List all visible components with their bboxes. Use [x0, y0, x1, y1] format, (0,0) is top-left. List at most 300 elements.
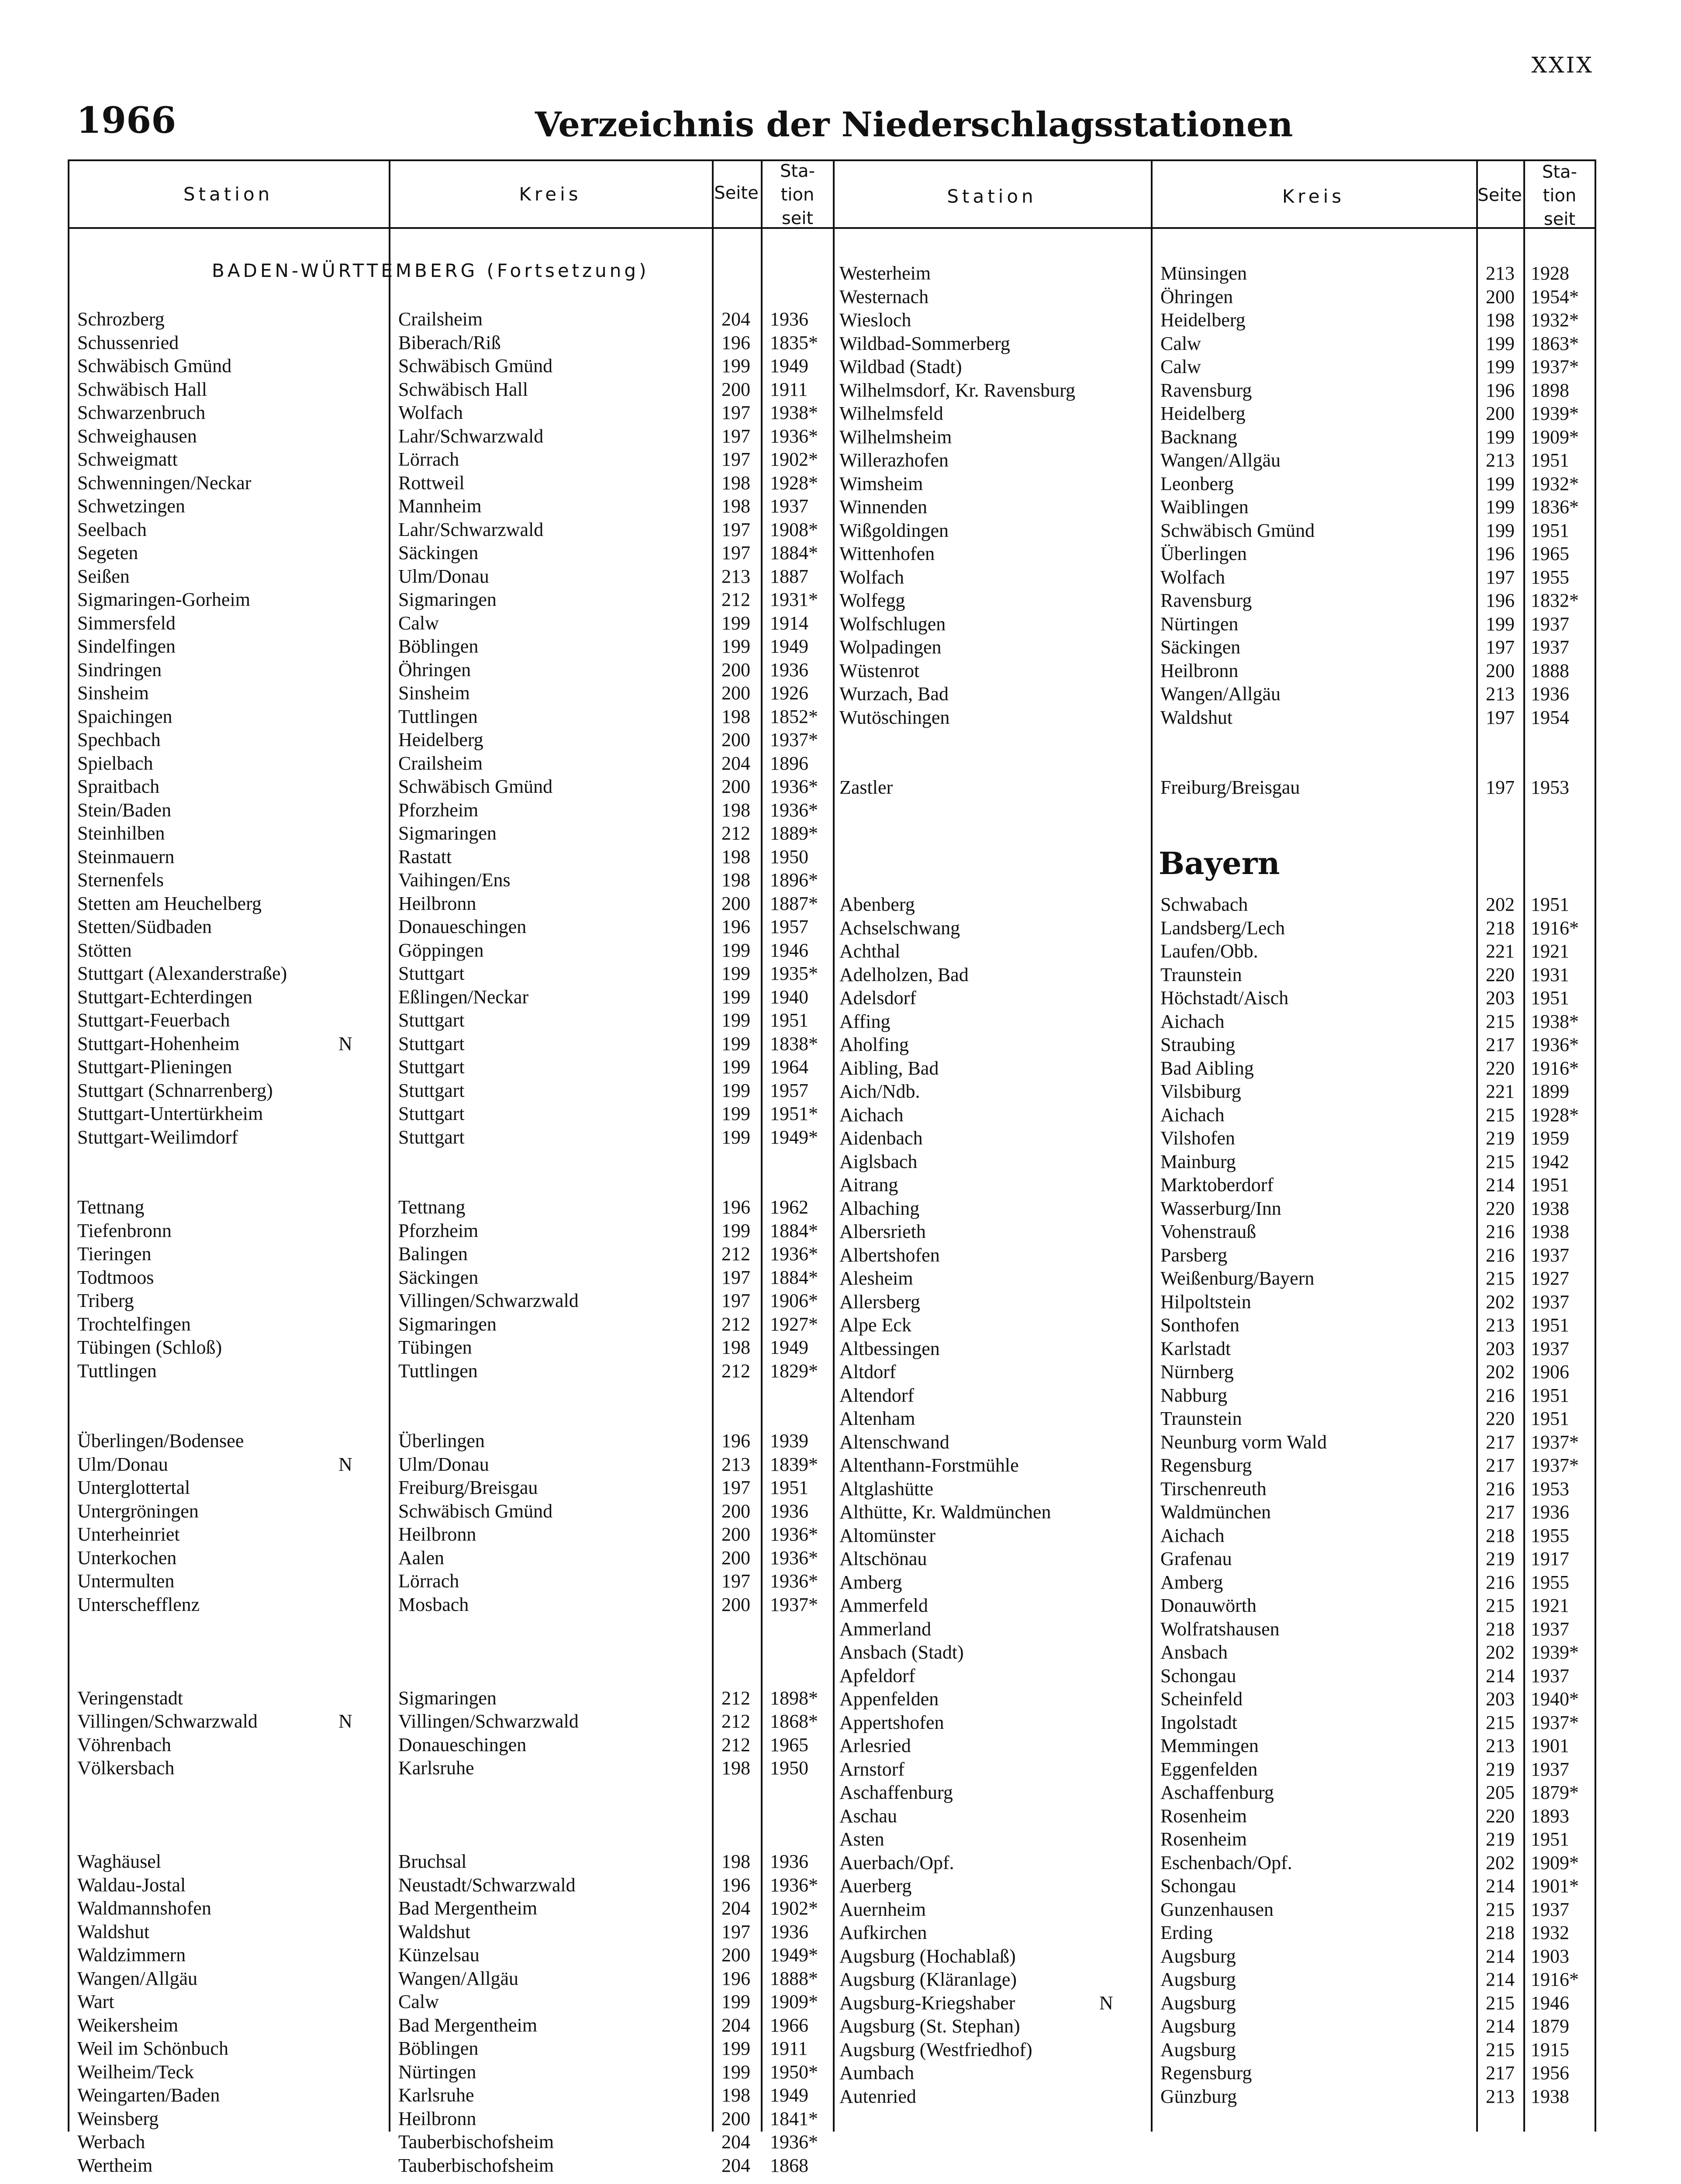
kreis-name: Calw: [1160, 332, 1201, 354]
seite-value: 216: [1486, 1478, 1515, 1500]
station-seit-value: 1957: [770, 916, 808, 937]
kreis-name: Crailsheim: [398, 308, 483, 330]
kreis-name: Wolfach: [398, 402, 463, 423]
station-seit-value: 1936: [770, 1500, 808, 1522]
seite-value: 198: [721, 495, 750, 517]
table-row: [68, 986, 832, 1009]
table-row: [833, 1431, 1595, 1455]
station-seit-value: 1951: [770, 1477, 808, 1498]
station-name: Schussenried: [77, 332, 179, 353]
seite-value: 200: [721, 729, 750, 750]
station-seit-value: 1939*: [1531, 1641, 1579, 1663]
table-row: [833, 1501, 1595, 1524]
station-name: Wimsheim: [839, 473, 923, 494]
station-seit-value: 1957: [770, 1079, 808, 1101]
station-seit-value: 1936*: [770, 1547, 818, 1569]
station-seit-value: 1942: [1531, 1151, 1569, 1172]
seite-value: 215: [1486, 1595, 1515, 1616]
table-row: [68, 1056, 832, 1079]
table-row: [833, 1010, 1595, 1034]
station-name: Untergröningen: [77, 1500, 199, 1522]
table-row: [833, 2062, 1595, 2085]
station-name: Ammerfeld: [839, 1595, 928, 1616]
kreis-name: Augsburg: [1160, 2015, 1236, 2037]
table-row: [68, 1149, 832, 1173]
table-row: [68, 1383, 832, 1406]
station-name: Wolfach: [839, 566, 904, 588]
station-name: Augsburg (Westfriedhof): [839, 2039, 1032, 2060]
seite-value: 199: [721, 2038, 750, 2059]
station-name: Althütte, Kr. Waldmünchen: [839, 1501, 1051, 1523]
station-name: Arnstorf: [839, 1758, 905, 1780]
station-seit-value: 1936*: [770, 2131, 818, 2153]
station-seit-value: 1946: [770, 939, 808, 961]
station-name: Augsburg (Hochablaß): [839, 1945, 1016, 1967]
seite-value: 212: [721, 589, 750, 610]
table-row: [68, 1243, 832, 1266]
station-seit-value: 1949: [770, 1337, 808, 1358]
station-seit-value: 1966: [770, 2014, 808, 2036]
seite-value: 200: [721, 892, 750, 914]
station-name: Wutöschingen: [839, 706, 950, 728]
station-name: Apfeldorf: [839, 1665, 915, 1686]
table-row: [68, 1453, 832, 1477]
kreis-name: Öhringen: [1160, 286, 1233, 308]
seite-value: 199: [721, 1009, 750, 1031]
station-seit-value: 1916*: [1531, 917, 1579, 939]
table-row: [833, 1524, 1595, 1548]
kreis-name: Stuttgart: [398, 1079, 465, 1101]
seite-value: 198: [721, 1337, 750, 1358]
station-seit-value: 1949: [770, 636, 808, 657]
station-name: Werbach: [77, 2131, 145, 2153]
kreis-name: Tuttlingen: [398, 1360, 478, 1382]
kreis-name: Scheinfeld: [1160, 1688, 1243, 1710]
seite-value: 200: [1486, 403, 1515, 424]
station-name: Tettnang: [77, 1196, 145, 1218]
seite-value: 217: [1486, 1431, 1515, 1453]
table-row: [833, 286, 1595, 309]
table-row: [68, 1033, 832, 1056]
station-seit-value: 1936*: [770, 799, 818, 821]
kreis-name: Marktoberdorf: [1160, 1174, 1274, 1196]
seite-value: 199: [721, 939, 750, 961]
seite-value: 197: [721, 1570, 750, 1592]
table-row: [68, 425, 832, 449]
station-seit-value: 1965: [1531, 543, 1569, 564]
table-row: [833, 1618, 1595, 1641]
seite-value: 204: [721, 1897, 750, 1919]
table-row: [68, 448, 832, 472]
station-seit-value: 1884*: [770, 1266, 818, 1288]
station-name: Waghäusel: [77, 1851, 161, 1872]
seite-value: 200: [1486, 660, 1515, 681]
kreis-name: Heilbronn: [398, 1524, 476, 1545]
seite-value: 212: [721, 1360, 750, 1382]
table-row: [68, 1289, 832, 1313]
seite-value: 199: [1486, 332, 1515, 354]
seite-value: 215: [1486, 1151, 1515, 1172]
station-name: Vöhrenbach: [77, 1734, 172, 1755]
station-seit-value: 1951: [1531, 894, 1569, 915]
header-seite: Seite: [1477, 185, 1522, 205]
seite-value: 213: [1486, 263, 1515, 284]
station-name: Schrozberg: [77, 308, 165, 330]
kreis-name: Augsburg: [1160, 1945, 1236, 1967]
seite-value: 203: [1486, 1337, 1515, 1359]
seite-value: 214: [1486, 1174, 1515, 1196]
table-row: [833, 917, 1595, 940]
station-seit-value: 1936*: [770, 776, 818, 797]
station-seit-value: 1955: [1531, 1571, 1569, 1593]
kreis-name: Schwäbisch Gmünd: [398, 1500, 553, 1522]
seite-value: 218: [1486, 917, 1515, 939]
seite-value: 213: [1486, 1735, 1515, 1756]
kreis-name: Gunzenhausen: [1160, 1898, 1274, 1920]
station-name: Simmersfeld: [77, 612, 176, 634]
kreis-name: Leonberg: [1160, 473, 1234, 494]
table-row: [833, 1571, 1595, 1595]
seite-value: 218: [1486, 1524, 1515, 1546]
kreis-name: Regensburg: [1160, 1455, 1252, 1476]
seite-value: 198: [1486, 309, 1515, 331]
kreis-name: Schongau: [1160, 1875, 1236, 1897]
kreis-name: Aichach: [1160, 1104, 1225, 1126]
kreis-name: Vilsbiburg: [1160, 1081, 1241, 1102]
table-row: [68, 1126, 832, 1150]
station-name: Spaichingen: [77, 705, 173, 727]
seite-value: 199: [721, 1033, 750, 1054]
station-name: Unterglottertal: [77, 1477, 190, 1498]
table-row: [833, 1478, 1595, 1501]
kreis-name: Calw: [1160, 356, 1201, 377]
seite-value: 199: [721, 1103, 750, 1124]
station-name: Trochtelfingen: [77, 1313, 191, 1335]
station-seit-value: 1936*: [770, 1243, 818, 1265]
table-row: [833, 1781, 1595, 1805]
station-name: Schwäbisch Hall: [77, 378, 207, 400]
station-name: Amberg: [839, 1571, 902, 1593]
table-row: [68, 775, 832, 799]
station-seit-value: 1938: [1531, 1197, 1569, 1219]
station-name: Arlesried: [839, 1735, 911, 1756]
station-name: Tübingen (Schloß): [77, 1337, 222, 1358]
station-name: Spielbach: [77, 752, 153, 774]
station-seit-value: 1955: [1531, 1524, 1569, 1546]
kreis-name: Freiburg/Breisgau: [398, 1477, 538, 1498]
table-row: [833, 1828, 1595, 1852]
seite-value: 214: [1486, 1945, 1515, 1967]
kreis-name: Schwäbisch Hall: [398, 378, 528, 400]
table-row: [833, 964, 1595, 987]
station-seit-value: 1940*: [1531, 1688, 1579, 1710]
station-name: Adelsdorf: [839, 987, 916, 1009]
station-seit-value: 1921: [1531, 1595, 1569, 1616]
seite-value: 196: [1486, 379, 1515, 401]
table-row: [833, 940, 1595, 964]
left-column-rows: [68, 308, 832, 2177]
station-name: Wildbad-Sommerberg: [839, 332, 1010, 354]
kreis-name: Aichach: [1160, 1010, 1225, 1032]
station-name: Stetten am Heuchelberg: [77, 892, 262, 914]
station-name: Seelbach: [77, 518, 147, 540]
station-name: Alpe Eck: [839, 1314, 911, 1336]
kreis-name: Tuttlingen: [398, 705, 478, 727]
seite-value: 202: [1486, 1361, 1515, 1382]
station-name: Aufkirchen: [839, 1922, 927, 1943]
seite-value: 213: [1486, 683, 1515, 705]
station-seit-value: 1937: [1531, 613, 1569, 635]
seite-value: 214: [1486, 2015, 1515, 2037]
station-seit-value: 1936*: [770, 1570, 818, 1592]
table-row: [833, 636, 1595, 660]
kreis-name: Traunstein: [1160, 964, 1242, 985]
table-row: [68, 916, 832, 939]
kreis-name: Weißenburg/Bayern: [1160, 1268, 1315, 1289]
station-name: Ammerland: [839, 1618, 932, 1640]
table-row: [833, 1852, 1595, 1875]
table-row: [68, 1663, 832, 1687]
table-row: [68, 1523, 832, 1547]
table-row: [833, 729, 1595, 753]
station-name: Waldshut: [77, 1921, 150, 1942]
station-seit-value: 1950*: [770, 2061, 818, 2083]
table-row: [833, 1127, 1595, 1151]
station-seit-value: 1937*: [1531, 1455, 1579, 1476]
table-row: [833, 1921, 1595, 1945]
station-seit-value: 1901*: [1531, 1875, 1579, 1897]
kreis-name: Bad Mergentheim: [398, 1897, 538, 1919]
station-seit-value: 1879*: [1531, 1782, 1579, 1803]
station-seit-value: 1953: [1531, 1478, 1569, 1500]
station-seit-value: 1888: [1531, 660, 1569, 681]
kreis-name: Rosenheim: [1160, 1828, 1247, 1850]
station-seit-value: 1936: [770, 308, 808, 330]
station-seit-value: 1962: [770, 1196, 808, 1218]
station-name: Wurzach, Bad: [839, 683, 949, 705]
seite-value: 212: [721, 1711, 750, 1732]
station-name: Unterschefflenz: [77, 1593, 200, 1615]
kreis-name: Augsburg: [1160, 1969, 1236, 1990]
seite-value: 199: [721, 636, 750, 657]
kreis-name: Schwäbisch Gmünd: [398, 355, 553, 377]
kreis-name: Höchstadt/Aisch: [1160, 987, 1289, 1009]
station-name: Albersrieth: [839, 1221, 926, 1242]
station-name: Wittenhofen: [839, 543, 935, 564]
station-seit-value: 1909*: [1531, 1852, 1579, 1873]
header-line: seit: [781, 208, 814, 228]
kreis-name: Aalen: [398, 1547, 445, 1569]
station-name: Aschau: [839, 1805, 897, 1827]
station-seit-value: 1884*: [770, 1220, 818, 1241]
station-name: Aich/Ndb.: [839, 1081, 920, 1102]
station-seit-value: 1935*: [770, 963, 818, 984]
seite-value: 197: [1486, 777, 1515, 798]
header-kreis: Kreis: [1282, 186, 1345, 207]
kreis-name: Memmingen: [1160, 1735, 1259, 1756]
table-row: [68, 1804, 832, 1827]
kreis-name: Münsingen: [1160, 263, 1247, 284]
station-seit-value: 1893: [1531, 1805, 1569, 1827]
station-name: Tiefenbronn: [77, 1220, 172, 1241]
kreis-name: Stuttgart: [398, 1009, 465, 1031]
table-row: [68, 1360, 832, 1383]
kreis-name: Ulm/Donau: [398, 565, 489, 587]
table-row: [833, 1291, 1595, 1314]
seite-value: 200: [721, 682, 750, 704]
station-name: Wiesloch: [839, 309, 911, 331]
kreis-name: Rosenheim: [1160, 1805, 1247, 1827]
table-row: [68, 659, 832, 682]
table-row: [833, 1337, 1595, 1361]
table-row: [833, 1080, 1595, 1104]
station-name: Appenfelden: [839, 1688, 939, 1710]
station-seit-value: 1964: [770, 1056, 808, 1078]
table-row: [68, 822, 832, 846]
kreis-name: Ulm/Donau: [398, 1453, 489, 1475]
table-row: [68, 1874, 832, 1897]
station-seit-value: 1956: [1531, 2062, 1569, 2084]
seite-value: 196: [721, 916, 750, 937]
station-seit-value: 1951*: [770, 1103, 818, 1124]
station-name: Stuttgart-Weilimdorf: [77, 1126, 238, 1148]
table-row: [68, 2014, 832, 2038]
table-row: [68, 1173, 832, 1196]
kreis-name: Aschaffenburg: [1160, 1782, 1274, 1803]
station-seit-value: 1955: [1531, 566, 1569, 588]
station-seit-value: 1906: [1531, 1361, 1569, 1382]
seite-value: 200: [721, 1524, 750, 1545]
seite-value: 199: [1486, 473, 1515, 494]
seite-value: 202: [1486, 1852, 1515, 1873]
table-row: [68, 892, 832, 916]
table-row: [833, 1197, 1595, 1221]
station-name: Stetten/Südbaden: [77, 916, 212, 937]
seite-value: 205: [1486, 1782, 1515, 1803]
table-row: [68, 1336, 832, 1360]
station-seit-value: 1914: [770, 612, 808, 634]
seite-value: 197: [721, 402, 750, 423]
table-row: [833, 543, 1595, 566]
header-line: seit: [1543, 209, 1576, 229]
seite-value: 197: [721, 542, 750, 563]
table-row: [68, 1944, 832, 1967]
table-row: [833, 1945, 1595, 1969]
kreis-name: Waldshut: [398, 1921, 471, 1942]
kreis-name: Eggenfelden: [1160, 1758, 1258, 1780]
station-seit-value: 1936: [770, 1921, 808, 1942]
station-name: Überlingen/Bodensee: [77, 1430, 244, 1451]
seite-value: 204: [721, 308, 750, 330]
header-line: tion: [1543, 186, 1577, 206]
kreis-name: Calw: [398, 612, 439, 634]
seite-value: 204: [721, 2014, 750, 2036]
station-seit-value: 1959: [1531, 1127, 1569, 1149]
station-seit-value: 1932: [1531, 1922, 1569, 1943]
station-name: Altglashütte: [839, 1478, 934, 1500]
table-row: [833, 1384, 1595, 1408]
station-seit-value: 1937: [1531, 1291, 1569, 1313]
seite-value: 217: [1486, 1034, 1515, 1055]
seite-value: 200: [721, 1500, 750, 1522]
kreis-name: Tettnang: [398, 1196, 466, 1218]
station-name: Untermulten: [77, 1570, 175, 1592]
kreis-name: Heidelberg: [1160, 403, 1246, 424]
table-row: [833, 1104, 1595, 1127]
table-row: [68, 1570, 832, 1593]
station-seit-value: 1936: [770, 1851, 808, 1872]
station-seit-value: 1911: [770, 378, 808, 400]
station-name: Altbessingen: [839, 1337, 940, 1359]
kreis-name: Ingolstadt: [1160, 1711, 1237, 1733]
station-seit-value: 1937*: [1531, 1431, 1579, 1453]
station-name: Adelholzen, Bad: [839, 964, 969, 985]
seite-value: 204: [721, 2131, 750, 2153]
kreis-name: Stuttgart: [398, 963, 465, 984]
table-row: [833, 706, 1595, 730]
table-row: [833, 776, 1595, 800]
station-name: Altenham: [839, 1408, 915, 1429]
station-seit-value: 1839*: [770, 1453, 818, 1475]
station-seit-value: 1954*: [1531, 286, 1579, 308]
station-name: Unterkochen: [77, 1547, 177, 1569]
table-row: [833, 1174, 1595, 1197]
kreis-name: Heidelberg: [1160, 309, 1246, 331]
kreis-name: Heilbronn: [1160, 660, 1239, 681]
table-row: [68, 1897, 832, 1921]
station-seit-value: 1950: [770, 846, 808, 867]
header-line: tion: [780, 185, 815, 205]
seite-value: 197: [721, 1290, 750, 1311]
station-seit-value: 1936*: [770, 1524, 818, 1545]
seite-value: 197: [721, 425, 750, 447]
station-name: Völkersbach: [77, 1757, 175, 1779]
seite-value: 215: [1486, 1010, 1515, 1032]
kreis-name: Waldshut: [1160, 706, 1233, 728]
kreis-name: Öhringen: [398, 659, 471, 681]
kreis-name: Stuttgart: [398, 1103, 465, 1124]
seite-value: 219: [1486, 1828, 1515, 1850]
seite-value: 213: [1486, 449, 1515, 471]
station-name: Todtmoos: [77, 1266, 154, 1288]
table-row: [833, 496, 1595, 519]
seite-value: 196: [1486, 590, 1515, 611]
station-seit-value: 1915: [1531, 2039, 1569, 2060]
kreis-name: Ansbach: [1160, 1641, 1228, 1663]
seite-value: 212: [721, 1687, 750, 1709]
table-row: [68, 869, 832, 892]
station-seit-value: 1879: [1531, 2015, 1569, 2037]
station-seit-value: 1937: [1531, 1244, 1569, 1266]
station-seit-value: 1954: [1531, 706, 1569, 728]
station-name: Schweigmatt: [77, 449, 178, 470]
kreis-name: Sinsheim: [398, 682, 470, 704]
station-seit-value: 1896: [770, 752, 808, 774]
seite-value: 198: [721, 1851, 750, 1872]
station-name: Altomünster: [839, 1524, 935, 1546]
table-row: [68, 1850, 832, 1874]
station-name: Wolfegg: [839, 590, 905, 611]
station-name: Weikersheim: [77, 2014, 179, 2036]
seite-value: 198: [721, 472, 750, 494]
seite-value: 197: [721, 1477, 750, 1498]
seite-value: 221: [1486, 1081, 1515, 1102]
station-seit-value: 1898: [1531, 379, 1569, 401]
seite-value: 213: [721, 1453, 750, 1475]
station-seit-value: 1931*: [770, 589, 818, 610]
table-row: [68, 635, 832, 659]
kreis-name: Traunstein: [1160, 1408, 1242, 1429]
